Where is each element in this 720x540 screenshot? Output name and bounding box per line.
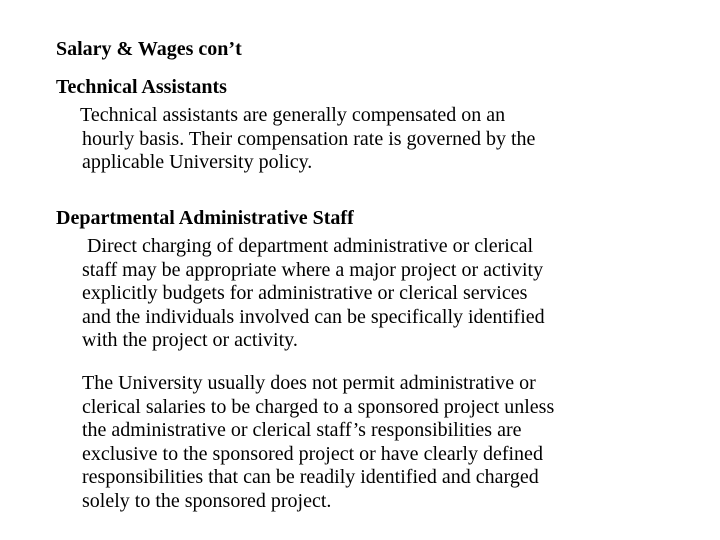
heading-departmental-administrative-staff: Departmental Administrative Staff [56,207,354,229]
paragraph-direct-charging: Direct charging of department administrative or clerical staff may be appropriate where a major project or activity explicitly budgets for administrative or clerical services and the individuals involved can be specifically identified with the project or activity. [82,235,545,351]
slide-title: Salary & Wages con’t [56,38,242,60]
paragraph-university-policy: The University usually does not permit administrative or clerical salaries to be charged to a sponsored project unless the administrative or clerical staff’s responsibilities are exclusive to the sponsored project or have clearly defined responsibilities that can be readily identified and charged solely to the sponsored project. [82,372,555,512]
paragraph-technical-assistants: Technical assistants are generally compensated on an hourly basis. Their compensation rate is governed by the applicable University policy. [80,104,536,173]
heading-technical-assistants: Technical Assistants [56,76,227,98]
